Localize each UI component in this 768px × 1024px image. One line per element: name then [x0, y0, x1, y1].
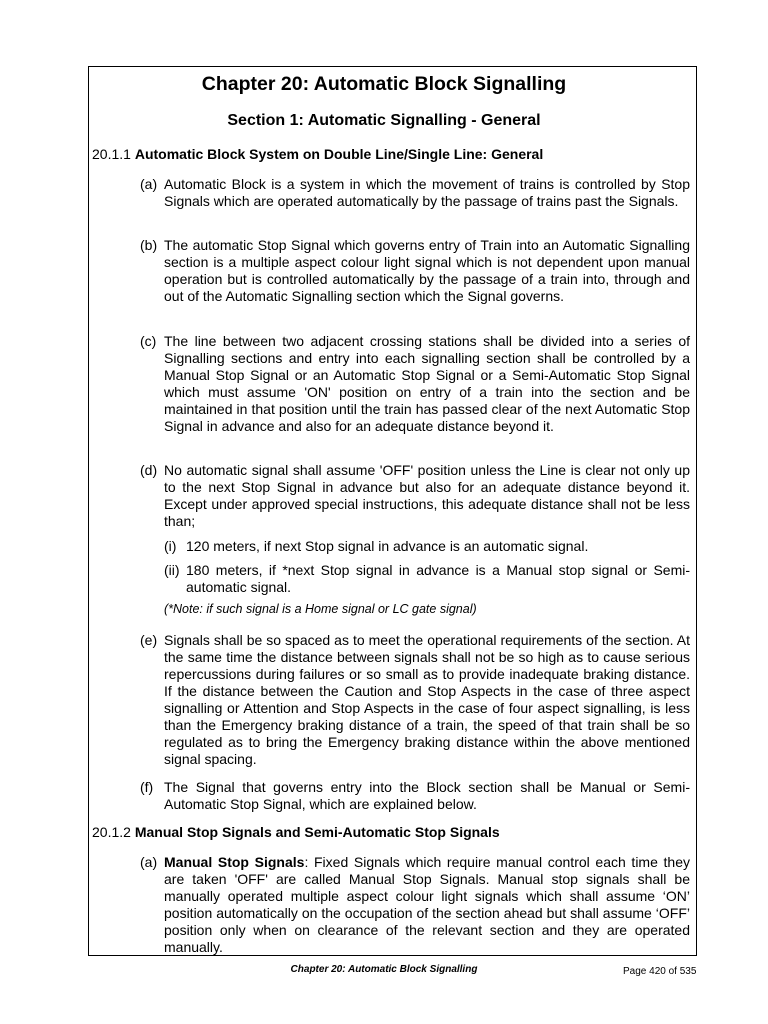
list-item-e: [140, 632, 690, 768]
note-text: (*Note: if such signal is a Home signal or LC gate signal): [164, 602, 477, 616]
term-definition: : Fixed Signals which require manual control each time they are taken 'OFF' are called Manual Stop Signals. Manual stop signals shall be manually operated multiple aspect colour light signals which shall assume ‘ON’ position automatically on the occupation of the section ahead but shall assume ‘OFF’ position only when on clearance of the relevant section and they are operated manually.: [164, 854, 690, 955]
sub-item-text: 180 meters, if *next Stop signal in advance is a Manual stop signal or Semi-automatic signal.: [186, 562, 690, 595]
item-text: Signals shall be so spaced as to meet the operational requirements of the section. At the same time the distance between signals shall not be so high as to cause serious repercussions during failures or so small as to provide inadequate braking distance. If the distance between the Caution and Stop Aspects in the case of three aspect signalling or Attention and Stop Aspects in the case of four aspect signalling, is less than the Emergency braking distance of a train, the speed of that train shall be so regulated as to bring the Emergency braking distance within the above mentioned signal spacing.: [164, 632, 690, 767]
section-title: Section 1: Automatic Signalling - General: [227, 112, 541, 129]
list-item-c: [140, 333, 690, 435]
sub-item-label: (ii): [164, 562, 180, 578]
list-item-b: [140, 237, 690, 305]
item-text: [164, 854, 690, 956]
footer-chapter-title: Chapter 20: Automatic Block Signalling: [290, 964, 478, 975]
list-item-manual-stop-signals: [140, 854, 690, 956]
item-label: (e): [140, 632, 158, 648]
list-item-f: [140, 779, 690, 813]
item-label: (d): [140, 462, 158, 478]
item-label: (a): [140, 854, 158, 870]
item-label: (f): [140, 779, 154, 795]
chapter-title: Chapter 20: Automatic Block Signalling: [201, 73, 567, 95]
item-text: No automatic signal shall assume 'OFF' position unless the Line is clear not only up to the next Stop Signal in advance but also for an adequate distance beyond it. Except under approved special instructions, this adequate distance shall not be less than;: [164, 462, 690, 529]
clause-20-1-2-heading: [92, 824, 500, 840]
sub-item-i: [164, 538, 690, 555]
sub-item-label: (i): [164, 538, 177, 554]
clause-title: Automatic Block System on Double Line/Single Line: General: [134, 146, 544, 162]
clause-title: Manual Stop Signals and Semi-Automatic Stop Signals: [134, 824, 500, 840]
sub-item-ii: [164, 562, 690, 596]
list-item-a: [140, 176, 690, 210]
item-label: (a): [140, 176, 158, 192]
clause-number: 20.1.1: [92, 146, 131, 162]
term-bold: Manual Stop Signals: [164, 854, 305, 870]
clause-number: 20.1.2: [92, 824, 131, 840]
clause-20-1-1-heading: [92, 146, 543, 162]
footer-page-number: Page 420 of 535: [623, 966, 697, 977]
list-item-d: [140, 462, 690, 530]
item-text: Automatic Block is a system in which the movement of trains is controlled by Stop Signals which are operated automatically by the passage of trains past the Signals.: [164, 176, 690, 209]
item-text: The line between two adjacent crossing stations shall be divided into a series of Signalling sections and entry into each signalling section shall be controlled by a Manual Stop Signal or an Automatic Stop Signal or a Semi-Automatic Stop Signal which must assume 'ON' position on entry of a train into the section and be maintained in that position until the train has passed clear of the next Automatic Stop Signal in advance and also for an adequate distance beyond it.: [164, 333, 690, 434]
sub-item-text: 120 meters, if next Stop signal in advance is an automatic signal.: [186, 538, 589, 554]
item-label: (b): [140, 237, 158, 253]
item-text: The automatic Stop Signal which governs entry of Train into an Automatic Signalling section is a multiple aspect colour light signal which is not dependent upon manual operation but is controlled automatically by the passage of a train into, through and out of the Automatic Signalling section which the Signal governs.: [164, 237, 690, 304]
item-text: The Signal that governs entry into the Block section shall be Manual or Semi-Automatic Stop Signal, which are explained below.: [164, 779, 690, 812]
item-label: (c): [140, 333, 157, 349]
